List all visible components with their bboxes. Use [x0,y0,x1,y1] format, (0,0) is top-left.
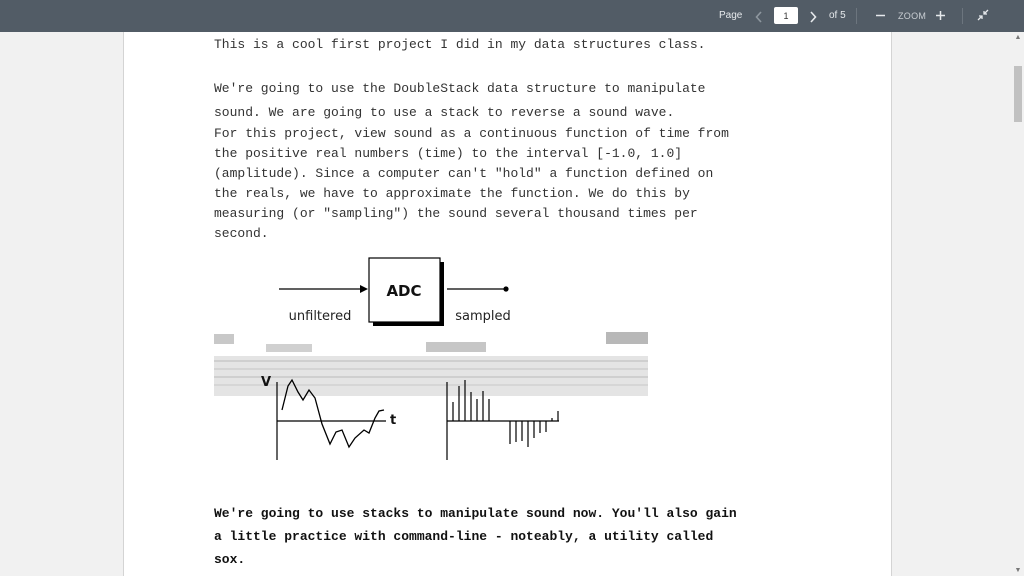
time-axis-label: t [390,413,397,428]
scrollbar-thumb[interactable] [1014,66,1022,122]
scan-artifact-band [214,332,648,396]
output-label: sampled [455,309,511,324]
input-arrowhead [360,285,368,293]
plus-icon [935,10,946,21]
chevron-left-icon [755,11,763,23]
next-page-button[interactable] [806,0,820,32]
input-label: unfiltered [288,309,352,324]
paragraph-sampling: For this project, view sound as a continuous function of time from the positive real numbers (time) to the interval [-1.0, 1.0] (amplitude). Since a computer can't "hold" a function defined on the reals, we have to approximate the function. We do this by measuring (or "sampling") the sound several thousand times per second. [214,126,729,241]
output-dot [503,286,508,291]
collapse-icon [977,9,989,21]
paragraph-doublestack: We're going to use the DoubleStack data structure to manipulate sound. We are going to use a stack to reverse a sound wave. [214,81,706,120]
voltage-axis-label: V [261,375,272,390]
adc-diagram [214,252,654,467]
page-count-label: of 5 [829,10,846,21]
toolbar-divider [962,8,963,24]
pdf-toolbar [0,0,1024,32]
adc-label: ADC [386,282,422,300]
document-viewer [0,32,1024,576]
paragraph-stacks-sox: We're going to use stacks to manipulate sound now. You'll also gain a little practice with command-line - noteably, a utility called sox. [214,506,737,567]
chevron-right-icon [809,11,817,23]
adc-sampling-figure [214,252,654,467]
previous-page-button[interactable] [752,0,766,32]
zoom-label: ZOOM [898,11,927,21]
scroll-down-arrow-icon[interactable]: ▼ [1014,567,1022,574]
page-number-input[interactable] [774,7,798,24]
page-label: Page [719,10,743,21]
minus-icon [875,10,886,21]
vertical-scrollbar[interactable] [1012,32,1024,576]
scroll-up-arrow-icon[interactable]: ▲ [1014,34,1022,41]
exit-fullscreen-button[interactable] [975,0,991,32]
document-page [123,32,892,576]
toolbar-divider [856,8,857,24]
intro-line: This is a cool first project I did in my data structures class. [214,37,706,52]
zoom-in-button[interactable] [933,0,947,32]
zoom-out-button[interactable] [873,0,887,32]
